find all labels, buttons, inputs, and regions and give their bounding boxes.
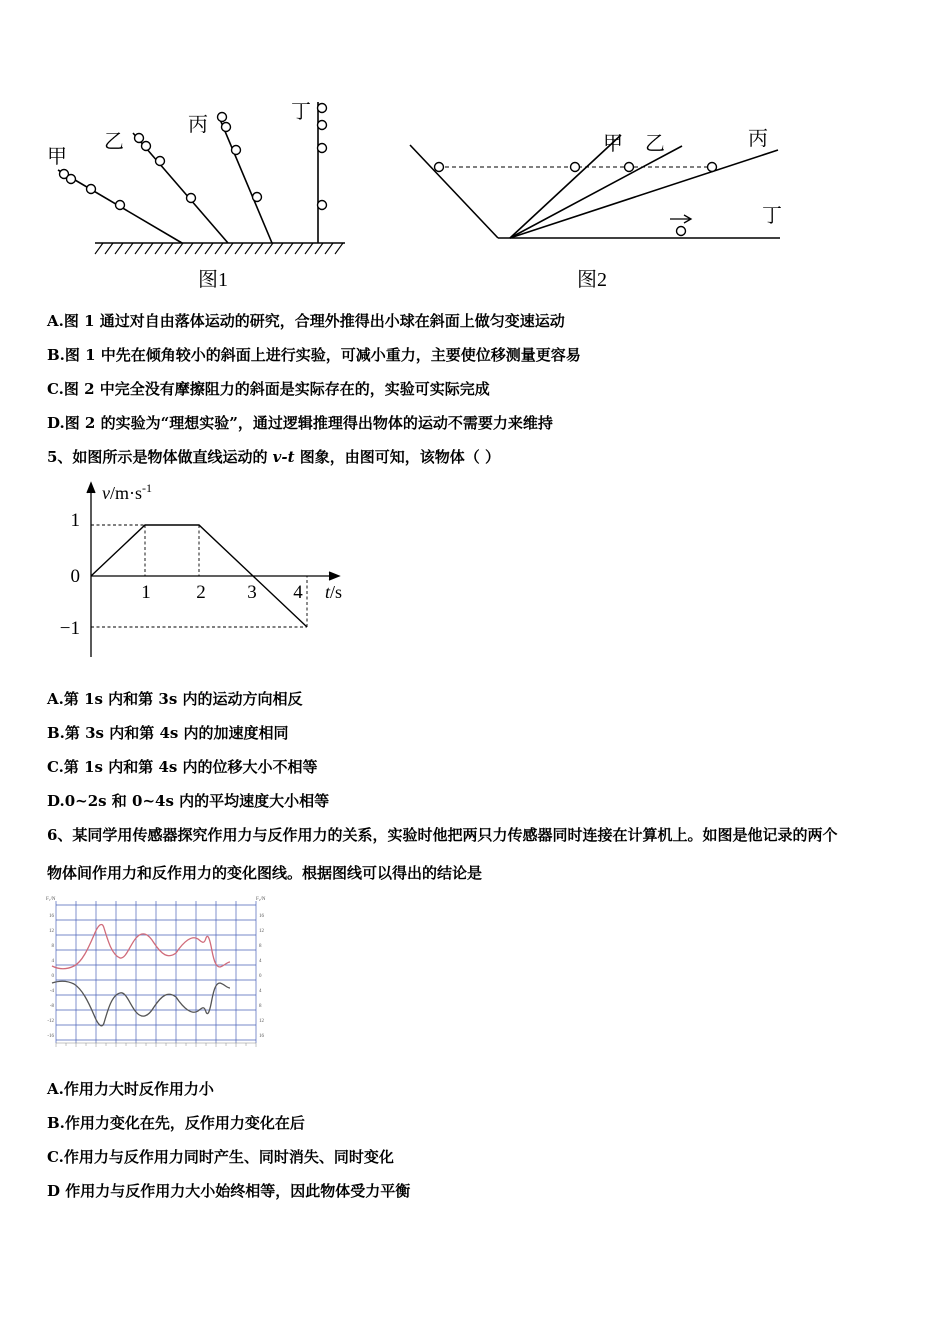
y-tick-label: 1 xyxy=(70,510,80,531)
q5-option-d: D.0~2s 和 0~4s 内的平均速度大小相等 xyxy=(47,792,330,810)
x-tick-label: 1 xyxy=(141,582,151,603)
ramp-label: 丙 xyxy=(188,114,208,136)
right-tick: 8 xyxy=(259,944,262,949)
q4-option-b: B.图 1 中先在倾角较小的斜面上进行实验，可减小重力，主要使位移测量更容易 xyxy=(47,346,581,364)
force-chart-left-axis-label: F₁/N xyxy=(46,897,56,902)
q5-stem xyxy=(47,446,500,467)
q5-stem-variable: v-t xyxy=(272,448,295,466)
left-tick: 16 xyxy=(49,914,54,919)
left-tick: -4 xyxy=(49,989,54,994)
ramp-label: 丁 xyxy=(291,101,311,123)
left-tick: -16 xyxy=(47,1034,54,1039)
y-tick-label: −1 xyxy=(59,618,80,639)
q5-stem-suffix: 图象，由图可知，该物体（ ） xyxy=(294,448,500,466)
x-tick-label: 4 xyxy=(293,582,303,603)
force-sensor-chart xyxy=(44,893,274,1050)
left-tick: 4 xyxy=(51,959,54,964)
q4-option-d: D.图 2 的实验为“理想实验”，通过逻辑推理得出物体的运动不需要力来维持 xyxy=(47,414,553,432)
vt-y-ticks xyxy=(60,510,80,639)
x-axis-unit: /s xyxy=(330,582,343,602)
right-tick: 16 xyxy=(259,914,264,919)
right-tick: 0 xyxy=(259,974,262,979)
q5-stem-prefix: 5、如图所示是物体做直线运动的 xyxy=(47,448,273,466)
ramp-label: 甲 xyxy=(47,146,67,168)
y-axis-exp: -1 xyxy=(142,481,153,495)
left-tick: 0 xyxy=(51,974,54,979)
y-tick-label: 0 xyxy=(70,566,80,587)
right-tick: 4 xyxy=(259,989,262,994)
ramp-label: 乙 xyxy=(645,133,665,155)
figure-2 xyxy=(410,135,780,238)
vt-axes xyxy=(87,483,339,657)
q5-option-c: C.第 1s 内和第 4s 内的位移大小不相等 xyxy=(47,758,318,776)
ramp-label: 丁 xyxy=(762,205,782,227)
x-tick-label: 3 xyxy=(247,582,257,603)
ramp-label: 乙 xyxy=(104,131,124,153)
left-tick: 12 xyxy=(49,929,54,934)
x-tick-label: 2 xyxy=(196,582,206,603)
q6-option-a: A.作用力大时反作用力小 xyxy=(47,1080,214,1098)
x-axis-arrow xyxy=(329,572,339,580)
q4-option-c: C.图 2 中完全没有摩擦阻力的斜面是实际存在的，实验可实际完成 xyxy=(47,380,490,398)
figures-1-2 xyxy=(0,95,950,300)
figure-1-caption: 图1 xyxy=(198,269,228,291)
vt-graph xyxy=(55,475,365,665)
left-tick: -12 xyxy=(47,1019,54,1024)
q6-stem-line-1: 6、某同学用传感器探究作用力与反作用力的关系，实验时他把两只力传感器同时连接在计算机上。如图是他记录的两个 xyxy=(47,826,838,844)
ramp-label: 丙 xyxy=(748,128,768,150)
force-chart-right-axis-label: F₂/N xyxy=(256,897,266,902)
q6-option-c: C.作用力与反作用力同时产生、同时消失、同时变化 xyxy=(47,1148,394,1166)
y-axis-unit: /m·s xyxy=(110,483,143,503)
right-tick: 12 xyxy=(259,1019,264,1024)
ramp-label: 甲 xyxy=(603,133,623,155)
figure-2-caption: 图2 xyxy=(577,269,607,291)
right-tick: 16 xyxy=(259,1034,264,1039)
right-tick: 4 xyxy=(259,959,262,964)
q6-option-b: B.作用力变化在先，反作用力变化在后 xyxy=(47,1114,305,1132)
x-axis-label: t/s xyxy=(325,582,343,602)
left-tick: -8 xyxy=(49,1004,54,1009)
y-axis-arrow xyxy=(87,483,95,493)
q5-option-b: B.第 3s 内和第 4s 内的加速度相同 xyxy=(47,724,289,742)
q6-option-d: D 作用力与反作用力大小始终相等，因此物体受力平衡 xyxy=(47,1182,411,1200)
figure-1-ramp-labels xyxy=(47,101,311,168)
q5-option-a: A.第 1s 内和第 3s 内的运动方向相反 xyxy=(47,690,303,708)
left-tick: 8 xyxy=(51,944,54,949)
y-axis-label: $v/m\cdot s^{-1}$ xyxy=(102,481,153,503)
right-tick: 12 xyxy=(259,929,264,934)
q4-option-a: A.图 1 通过对自由落体运动的研究，合理外推得出小球在斜面上做匀变速运动 xyxy=(47,312,565,330)
q6-stem-line-2: 物体间作用力和反作用力的变化图线。根据图线可以得出的结论是 xyxy=(47,864,483,882)
right-tick: 8 xyxy=(259,1004,262,1009)
